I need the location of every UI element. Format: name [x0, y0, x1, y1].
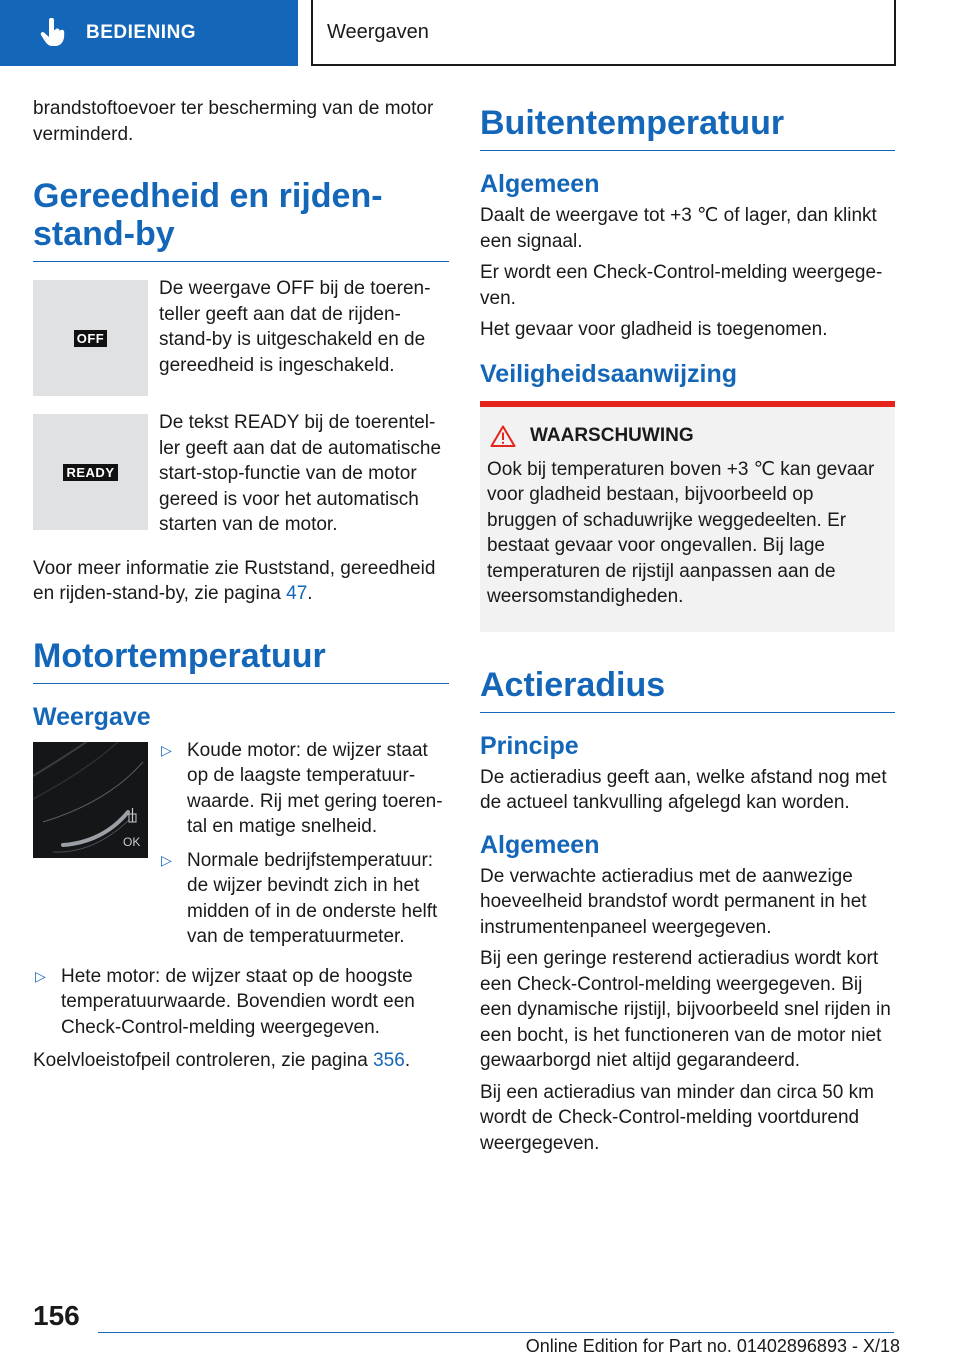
left-column	[33, 96, 449, 1080]
page-number: 156	[33, 1300, 80, 1331]
off-indicator-text: De weergave OFF bij de toerenteller geeft aan dat de rijden-stand-by is uitgeschakeld en de gereedheid is ingeschakeld.	[159, 278, 431, 376]
gauge-bullets	[159, 738, 449, 958]
heading-general-2: Algemeen	[480, 830, 600, 859]
ready-figure-row	[33, 414, 449, 538]
chapter-tab[interactable]	[0, 0, 298, 66]
hand-pointer-icon	[40, 18, 68, 48]
triangle-bullet-icon: ▷	[35, 967, 46, 984]
section-title: Weergaven	[311, 0, 896, 66]
footer-divider	[98, 1332, 894, 1333]
heading-principle: Principe	[480, 731, 579, 760]
warning-triangle-icon	[490, 425, 516, 447]
heading-standby: Gereedheid en rijden-stand-by	[33, 177, 449, 262]
triangle-bullet-icon: ▷	[161, 851, 172, 868]
coolant-paragraph: Koelvloeistofpeil controleren, zie pagina 356.	[33, 1050, 411, 1071]
warning-title: WAARSCHUWING	[530, 424, 694, 446]
list-item: ▷ Hete motor: de wijzer staat op de hoogste temperatuurwaarde. Bovendien wordt een Check-Control-melding weergegeven.	[35, 965, 415, 1038]
heading-engine-temperature: Motortemperatuur	[33, 637, 449, 684]
gauge-graphic	[33, 742, 148, 858]
warning-text: Ook bij temperaturen boven +3 ℃ kan gevaar voor gladheid bestaan, bijvoorbeeld op bruggen of schaduwrijke weggedeelten. Er bestaat gevaar voor ongevallen. Bij lage temperaturen de rijstijl aanpassen aan de weersomstandigheden.	[487, 458, 875, 607]
range-paragraph-1: De verwachte actieradius met de aanwezige hoeveelheid brandstof wordt permanent in het instrumentenpaneel weergegeven.	[480, 865, 867, 938]
general-paragraph-1: Daalt de weergave tot +3 ℃ of lager, dan klinkt een signaal.	[480, 205, 877, 252]
right-column	[480, 96, 895, 1162]
ready-indicator-text: De tekst READY bij de toerenteller geeft aan dat de automatische start-stop-functie van de motor gereed is voor het automatisch starten van de motor.	[159, 412, 442, 535]
off-figure-row	[33, 280, 449, 396]
list-item: ▷ Normale bedrijfstemperatuur: de wijzer bevindt zich in het midden of in de onderste helft van de temperatuurmeter.	[161, 849, 438, 947]
general-paragraph-2: Er wordt een Check-Control-melding weergegeven.	[480, 262, 883, 309]
gauge-figure-row	[33, 739, 449, 958]
off-indicator-tag: OFF	[74, 330, 108, 347]
chapter-tab-label: BEDIENING	[86, 22, 197, 43]
heading-outside-temperature: Buitentemperatuur	[480, 104, 895, 151]
ready-indicator-tag: READY	[63, 464, 117, 481]
off-indicator-image	[33, 280, 148, 396]
gauge-ok-label: OK	[123, 834, 141, 849]
heading-range: Actieradius	[480, 666, 895, 713]
more-info-paragraph: Voor meer informatie zie Ruststand, gereedheid en rijden-stand-by, zie pagina 47.	[33, 557, 436, 604]
warning-header	[487, 425, 888, 447]
principle-paragraph: De actieradius geeft aan, welke afstand nog met de actueel tankvulling afgelegd kan worden.	[480, 766, 887, 813]
range-paragraph-3: Bij een actieradius van minder dan circa 50 km wordt de Check-Control-melding voortdurend weergegeven.	[480, 1081, 874, 1154]
triangle-bullet-icon: ▷	[161, 741, 172, 758]
footer-edition: Online Edition for Part no. 01402896893 - X/18	[525, 1336, 900, 1356]
gauge-bullet-list	[159, 738, 449, 950]
hot-engine-list	[33, 964, 449, 1041]
heading-display: Weergave	[33, 702, 151, 731]
warning-box	[480, 401, 895, 632]
list-item: ▷ Koude motor: de wijzer staat op de laagste temperatuurwaarde. Rij met gering toerental en matige snelheid.	[161, 739, 443, 837]
general-paragraph-3: Het gevaar voor gladheid is toegenomen.	[480, 319, 828, 340]
intro-paragraph: brandstoftoevoer ter bescherming van de motor verminderd.	[33, 98, 434, 145]
range-paragraph-2: Bij een geringe resterend actieradius wordt kort een Check-Control-melding weergegeven. Bij een dynamische rijstijl, bijvoorbeeld snel rijden in een bocht, is het functioneren van de motor niet gewaarborgd niet altijd gegarandeerd.	[480, 948, 891, 1071]
page-link-47[interactable]: 47	[286, 583, 308, 604]
temperature-gauge-image	[33, 742, 148, 858]
page-link-356[interactable]: 356	[373, 1050, 405, 1071]
ready-indicator-image	[33, 414, 148, 530]
heading-safety: Veiligheidsaanwijzing	[480, 359, 738, 388]
heading-general: Algemeen	[480, 170, 600, 198]
